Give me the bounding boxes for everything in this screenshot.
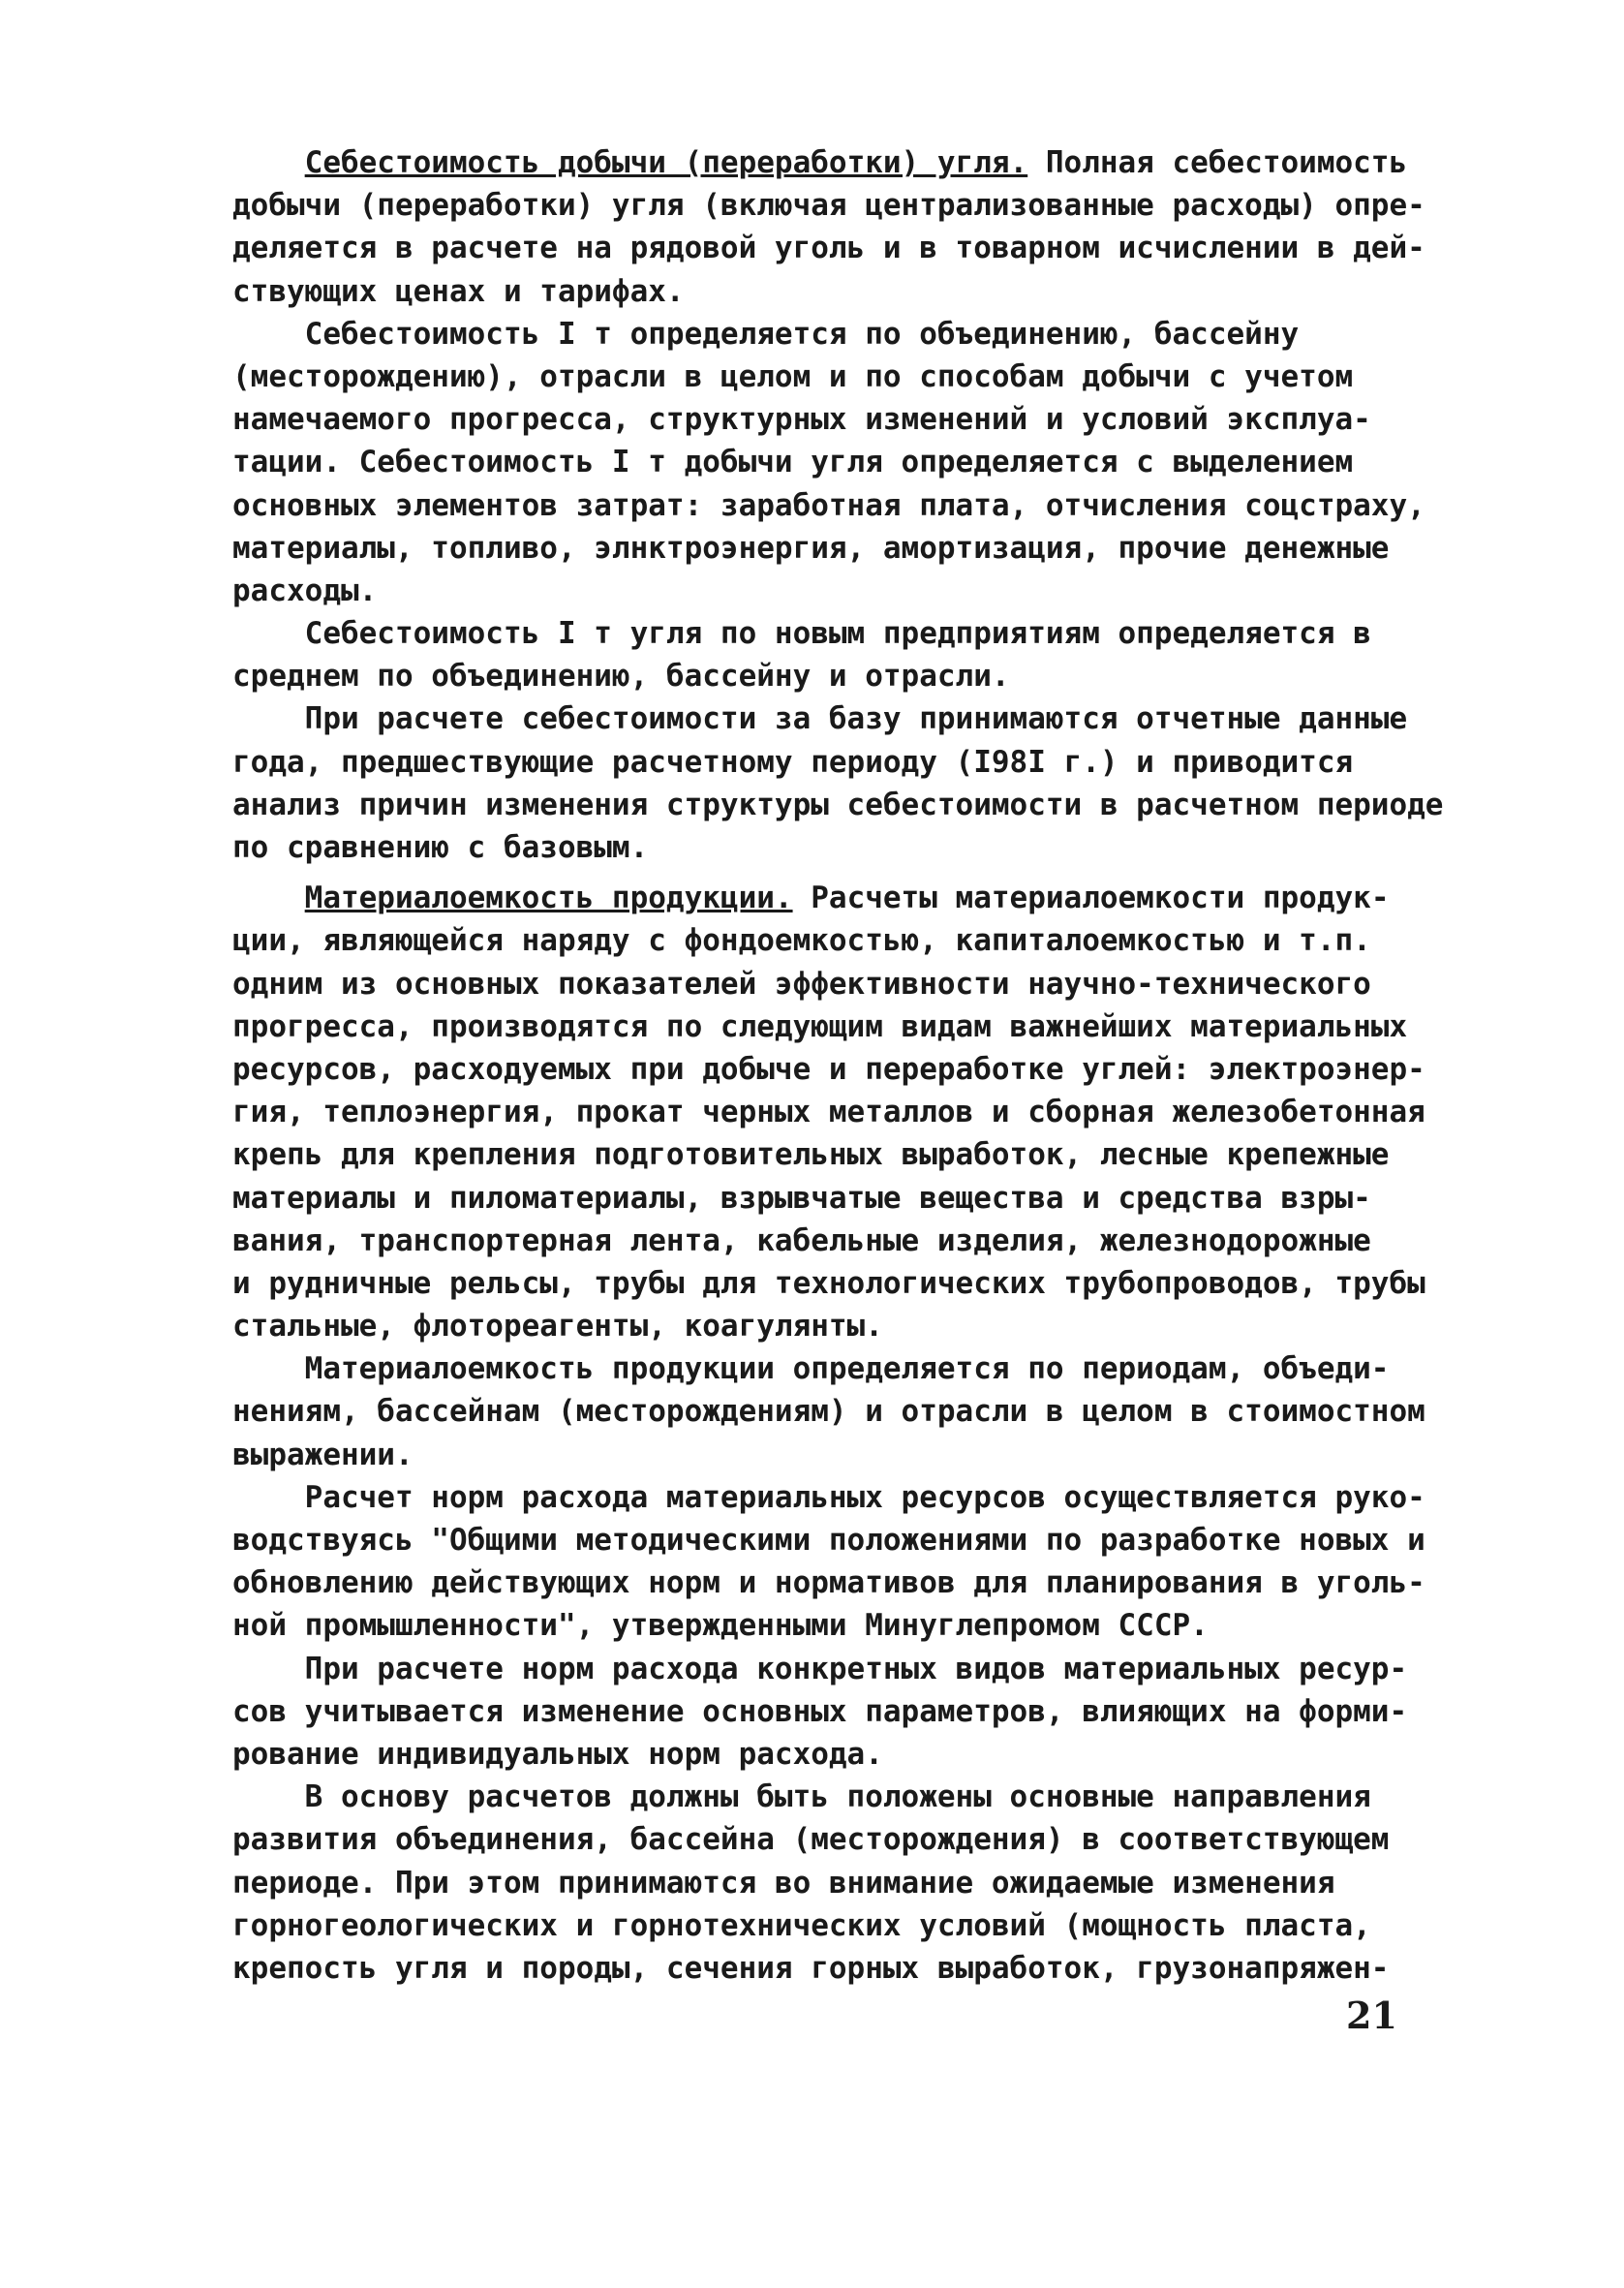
text-line [232, 1904, 1433, 1947]
text-line [232, 697, 1433, 740]
line-text: ной промышленности", утвержденными Минуглепромом СССР. [232, 1608, 1209, 1644]
text-line [232, 741, 1433, 784]
line-text: В основу расчетов должны быть положены основные направления [232, 1779, 1371, 1815]
text-line [232, 1733, 1433, 1776]
line-text: ции, являющейся наряду с фондоемкостью, капиталоемкостью и т.п. [232, 923, 1371, 959]
indent [232, 881, 305, 915]
text-line [232, 1690, 1433, 1733]
text-line [232, 1434, 1433, 1476]
text-line [232, 784, 1444, 826]
indent [232, 145, 305, 180]
document-body [232, 141, 1444, 1990]
line-text: одним из основных показателей эффективности научно-технического [232, 966, 1371, 1002]
text-line [232, 484, 1433, 527]
text-line [232, 441, 1433, 483]
text-line [232, 919, 1433, 962]
text-line [232, 1091, 1433, 1133]
text-line [232, 826, 1433, 869]
text-line [232, 141, 1433, 184]
line-text: рование индивидуальных норм расхода. [232, 1736, 883, 1772]
page-number: 21 [1346, 1994, 1397, 2037]
text-line [232, 1476, 1433, 1519]
paragraph [232, 141, 1433, 313]
text-line [232, 1347, 1433, 1390]
text-line [232, 612, 1433, 655]
section-heading: Себестоимость добычи (переработки) угля. [304, 145, 1028, 180]
text-line [232, 570, 1433, 612]
text-line [232, 356, 1433, 398]
text-line [232, 1561, 1433, 1604]
text-line [232, 1048, 1433, 1091]
line-text: горногеологических и горнотехнических условий (мощность пласта, [232, 1907, 1371, 1943]
line-text: периоде. При этом принимаются во внимание ожидаемые изменения [232, 1865, 1335, 1901]
paragraph [232, 697, 1444, 869]
text-line [232, 1947, 1433, 1990]
line-text: вания, транспортерная лента, кабельные изделия, железнодорожные [232, 1222, 1371, 1258]
text-line [232, 1519, 1433, 1561]
line-text: При расчете себестоимости за базу принимаются отчетные данные [232, 701, 1408, 737]
line-text: ресурсов, расходуемых при добыче и переработке углей: электроэнер- [232, 1051, 1425, 1087]
line-text: основных элементов затрат: заработная плата, отчисления соцстраху, [232, 487, 1425, 523]
paragraph [232, 612, 1433, 697]
line-text: материалы и пиломатериалы, взрывчатые вещества и средства взры- [232, 1180, 1371, 1216]
line-text: и рудничные рельсы, трубы для технологических трубопроводов, трубы [232, 1265, 1425, 1301]
text-line [232, 1818, 1433, 1861]
line-text: крепость угля и породы, сечения горных выработок, грузонапряжен- [232, 1950, 1390, 1986]
text-line [232, 1133, 1433, 1176]
text-line [232, 1390, 1433, 1433]
text-line [232, 1776, 1433, 1818]
line-text: ствующих ценах и тарифах. [232, 273, 685, 309]
paragraph [232, 313, 1433, 612]
paragraph [232, 1476, 1433, 1648]
paragraph [232, 1648, 1433, 1777]
text-line [232, 1862, 1433, 1904]
line-text: (месторождению), отрасли в целом и по способам добычи с учетом [232, 358, 1354, 394]
text-line [232, 963, 1433, 1005]
line-text: При расчете норм расхода конкретных видов материальных ресур- [232, 1651, 1408, 1686]
paragraph [232, 1776, 1433, 1990]
text-line [232, 1177, 1433, 1220]
line-text: водствуясь "Общими методическими положениями по разработке новых и [232, 1523, 1425, 1558]
section-heading: Материалоемкость продукции. [304, 881, 793, 916]
line-text: Полная себестоимость [1027, 145, 1408, 180]
line-text: прогресса, производятся по следующим видам важнейших материальных [232, 1008, 1408, 1044]
text-line [232, 184, 1433, 227]
text-line [232, 527, 1433, 570]
line-text: Материалоемкость продукции определяется по периодам, объеди- [232, 1351, 1390, 1387]
line-text: среднем по объединению, бассейну и отрасли. [232, 659, 1010, 695]
text-line [232, 1005, 1433, 1048]
text-line [232, 877, 1433, 919]
line-text: намечаемого прогресса, структурных изменений и условий эксплуа- [232, 402, 1371, 438]
text-line [232, 1604, 1433, 1647]
text-line [232, 227, 1433, 269]
line-text: нениям, бассейнам (месторождениям) и отрасли в целом в стоимостном [232, 1394, 1425, 1430]
line-text: крепь для крепления подготовительных выработок, лесные крепежные [232, 1137, 1390, 1173]
line-text: Себестоимость I т угля по новым предприятиям определяется в [232, 616, 1371, 652]
text-line [232, 655, 1433, 697]
line-text: Расчет норм расхода материальных ресурсов осуществляется руко- [232, 1479, 1425, 1515]
line-text: расходы. [232, 572, 378, 608]
text-line [232, 1648, 1433, 1690]
line-text: добычи (переработки) угля (включая централизованные расходы) опре- [232, 188, 1425, 224]
text-line [232, 313, 1433, 356]
line-text: Расчеты материалоемкости продук- [792, 881, 1390, 916]
line-text: стальные, флотореагенты, коагулянты. [232, 1309, 883, 1345]
text-line [232, 1305, 1433, 1347]
text-line [232, 270, 1433, 313]
text-line [232, 398, 1433, 441]
line-text: материалы, топливо, элнктроэнергия, амортизация, прочие денежные [232, 530, 1390, 566]
line-text: гия, теплоэнергия, прокат черных металлов и сборная железобетонная [232, 1095, 1425, 1130]
line-text: года, предшествующие расчетному периоду (I98I г.) и приводится [232, 744, 1354, 780]
text-line [232, 1262, 1433, 1305]
line-text: обновлению действующих норм и нормативов для планирования в уголь- [232, 1565, 1425, 1601]
paragraph [232, 877, 1433, 1347]
paragraph-gap [232, 869, 1433, 877]
line-text: анализ причин изменения структуры себестоимости в расчетном периоде [232, 787, 1444, 822]
line-text: деляется в расчете на рядовой уголь и в товарном исчислении в дей- [232, 231, 1425, 266]
line-text: тации. Себестоимость I т добычи угля определяется с выделением [232, 445, 1354, 480]
line-text: выражении. [232, 1437, 414, 1472]
line-text: по сравнению с базовым. [232, 830, 649, 865]
line-text: сов учитывается изменение основных параметров, влияющих на форми- [232, 1693, 1408, 1729]
text-line [232, 1220, 1433, 1262]
paragraph [232, 1347, 1433, 1476]
line-text: Себестоимость I т определяется по объединению, бассейну [232, 316, 1300, 352]
line-text: развития объединения, бассейна (месторождения) в соответствующем [232, 1822, 1390, 1858]
